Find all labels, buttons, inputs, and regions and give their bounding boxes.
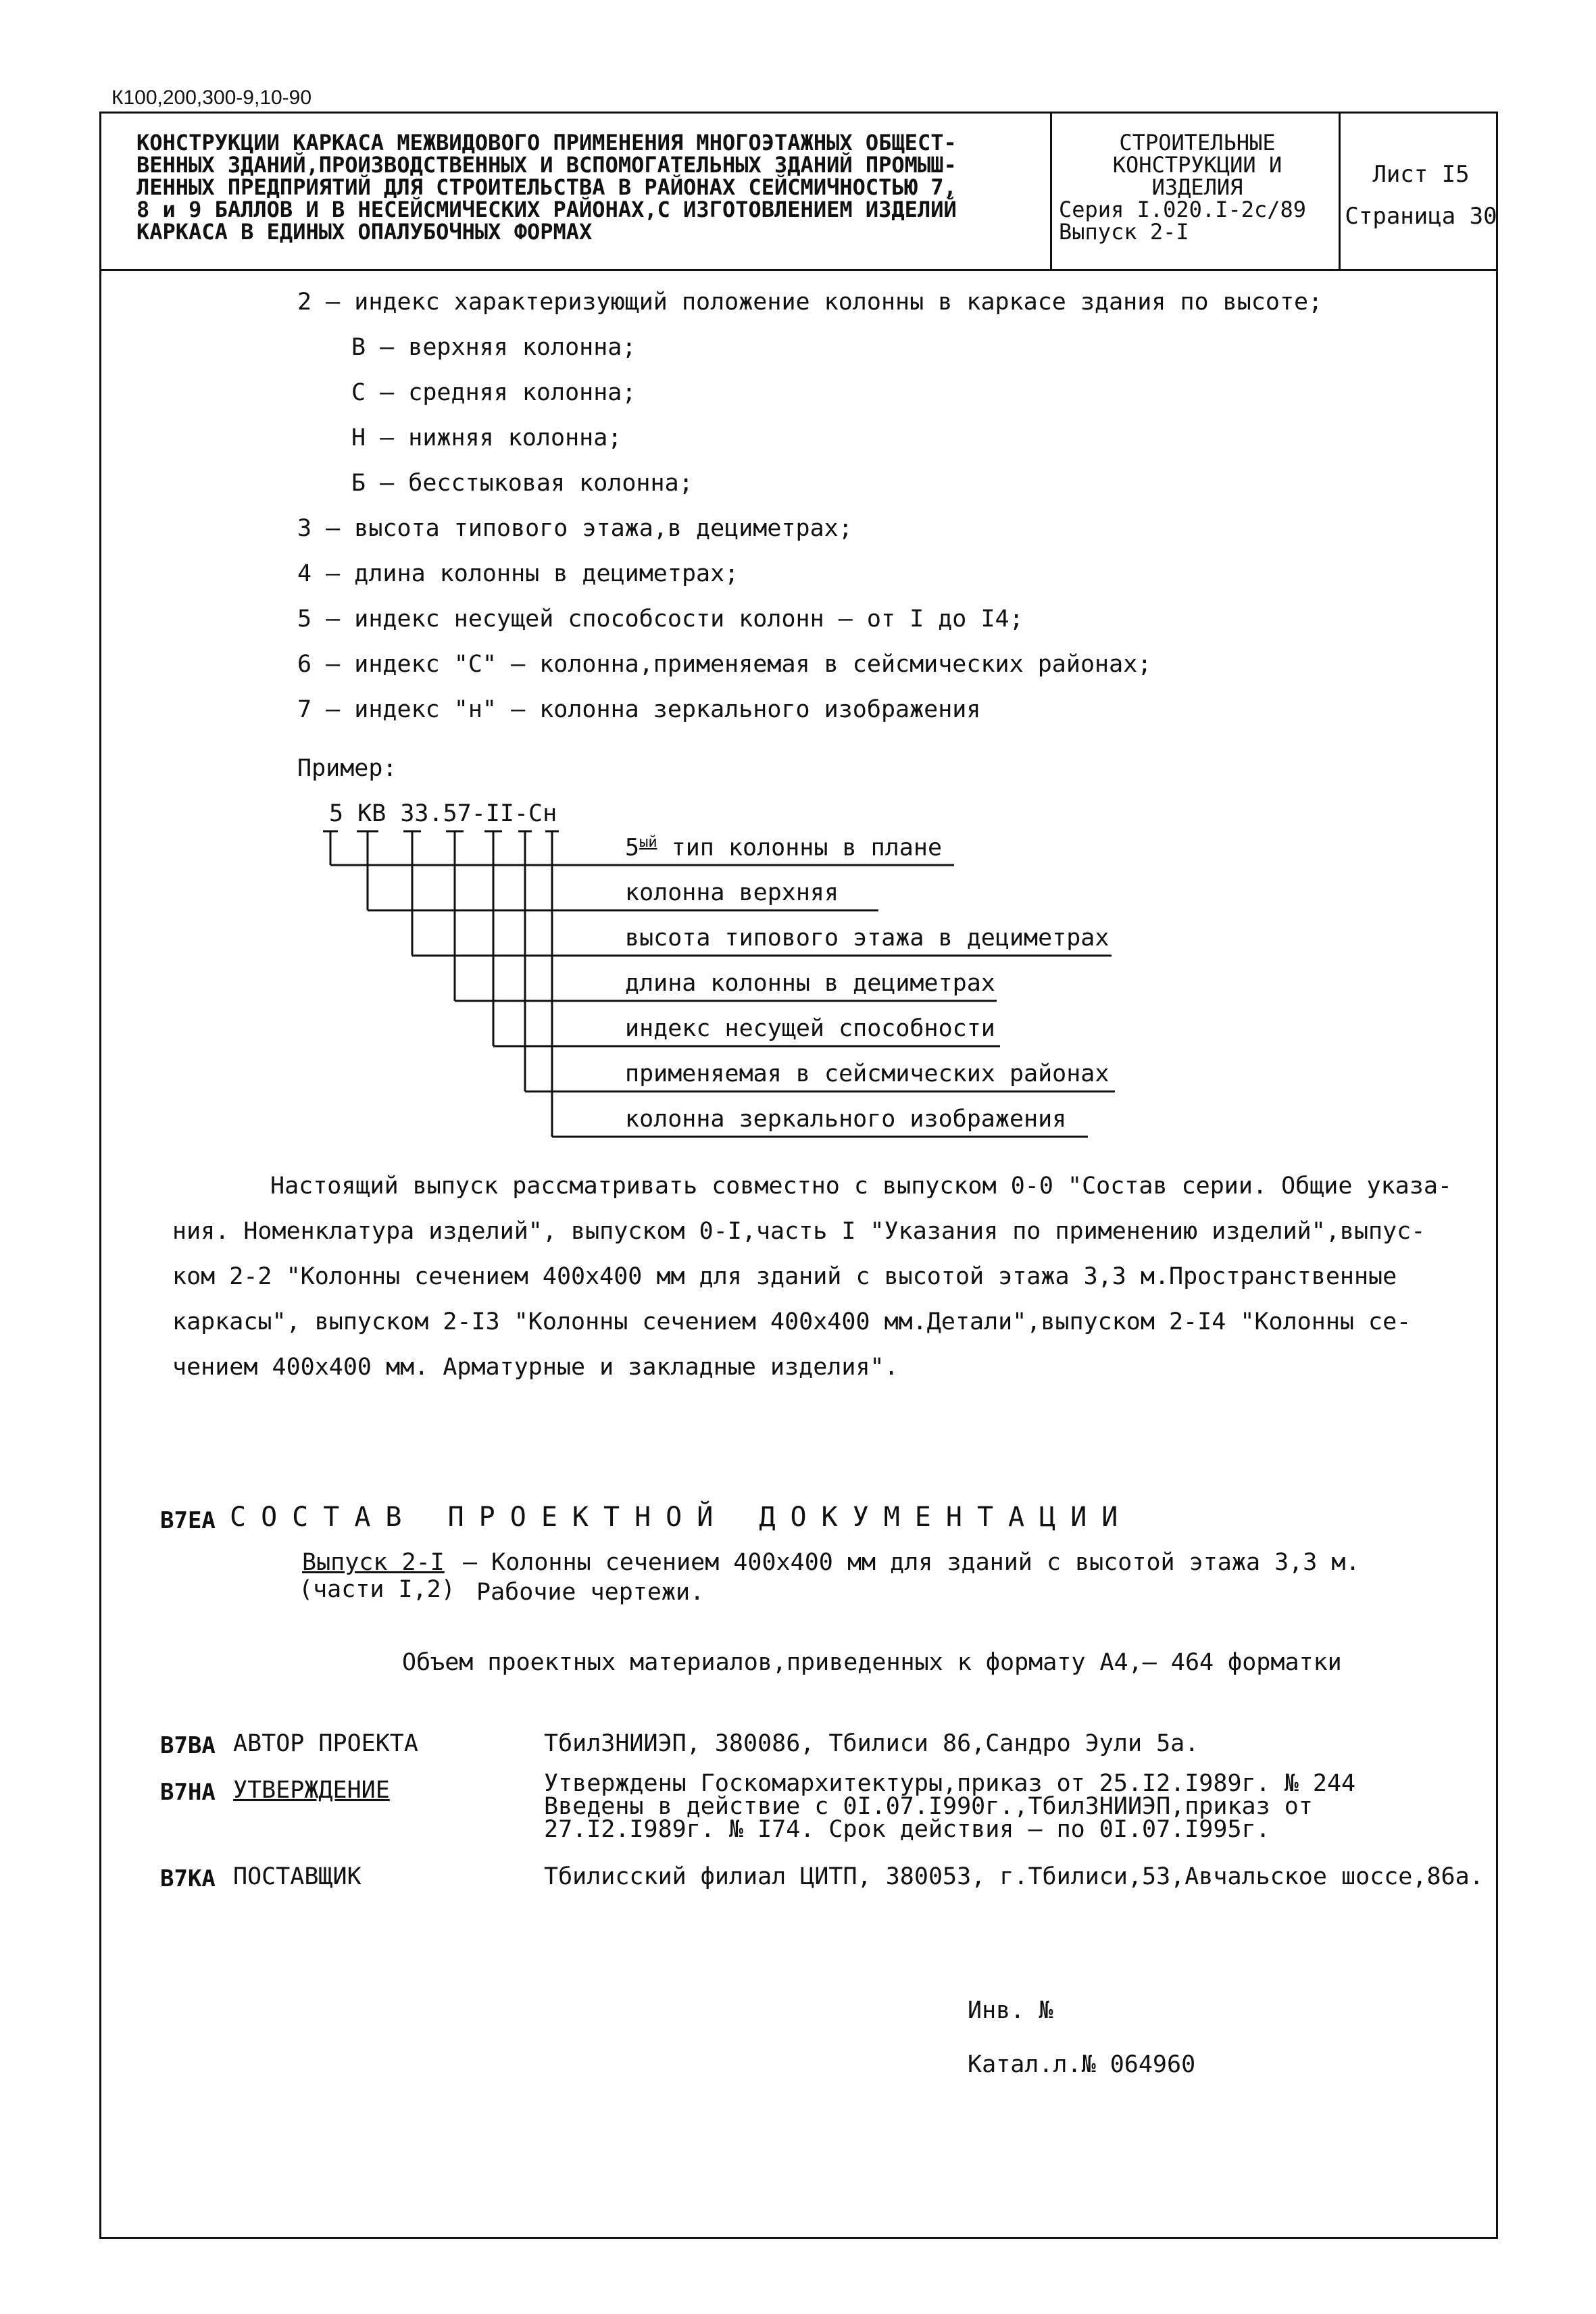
title-line: 8 и 9 БАЛЛОВ И В НЕСЕЙСМИЧЕСКИХ РАЙОНАХ,С ИЗГОТОВЛЕНИЕМ ИЗДЕЛИЙ: [136, 197, 957, 222]
legend-subitem: С – средняя колонна;: [351, 379, 637, 406]
example-item: колонна зеркального изображения: [625, 1106, 1067, 1133]
example-item-text: тип колонны в плане: [671, 834, 943, 862]
legend-item: 6 – индекс "С" – колонна,применяемая в сейсмических районах;: [297, 651, 1152, 678]
catalog-number: Катал.л.№ 064960: [968, 2051, 1196, 2078]
category-line: КОНСТРУКЦИИ И: [1112, 152, 1282, 178]
approval-code: В7НА: [160, 1779, 216, 1806]
approval-line: 27.I2.I989г. № I74. Срок действия – по 0I.07.I995г.: [544, 1816, 1270, 1843]
volume-note: Объем проектных материалов,приведенных к формату А4,– 464 форматки: [402, 1649, 1342, 1676]
paragraph-line: Настоящий выпуск рассматривать совместно с выпуском 0-0 "Состав серии. Общие указа-: [270, 1173, 1452, 1200]
issue-description-continued: Рабочие чертежи.: [476, 1579, 705, 1606]
legend-item: 4 – длина колонны в дециметрах;: [297, 560, 739, 587]
approval-line: Введены в действие с 0I.07.I990г.,ТбилЗНИИЭП,приказ от: [544, 1793, 1313, 1820]
inventory-number: Инв. №: [968, 1997, 1053, 2024]
legend-item: 3 – высота типового этажа,в дециметрах;: [297, 515, 853, 542]
category-line: ИЗДЕЛИЯ: [1151, 174, 1243, 200]
example-item: высота типового этажа в дециметрах: [625, 925, 1109, 952]
paragraph-line: ния. Номенклатура изделий", выпуском 0-I,часть I "Указания по применению изделий",выпус-: [172, 1218, 1426, 1245]
title-line: ВЕННЫХ ЗДАНИЙ,ПРОИЗВОДСТВЕННЫХ И ВСПОМОГАТЕЛЬНЫХ ЗДАНИЙ ПРОМЫШ-: [136, 152, 957, 178]
approval-line: Утверждены Госкомархитектуры,приказ от 25.I2.I989г. № 244: [544, 1770, 1356, 1797]
issue-label: Выпуск 2-I: [302, 1549, 445, 1576]
example-item: [625, 834, 942, 862]
series-number: Серия I.020.I-2с/89: [1059, 197, 1307, 222]
page-number: Страница 30: [1345, 203, 1497, 230]
issue-parts: (части I,2): [299, 1576, 455, 1603]
composition-code: В7ЕА: [160, 1507, 216, 1534]
example-item: колонна верхняя: [625, 879, 839, 906]
example-item: длина колонны в дециметрах: [625, 970, 995, 997]
issue-number: Выпуск 2-I: [1059, 219, 1189, 245]
supplier-label: ПОСТАВЩИК: [233, 1863, 361, 1890]
legend-subitem: Н – нижняя колонна;: [351, 424, 622, 451]
document-reference: К100,200,300-9,10-90: [111, 87, 312, 109]
supplier-text: Тбилисский филиал ЦИТП, 380053, г.Тбилиси,53,Авчальское шоссе,86а.: [544, 1863, 1484, 1890]
author-label: АВТОР ПРОЕКТА: [233, 1730, 418, 1757]
sheet-number: Лист I5: [1372, 161, 1470, 188]
paragraph-line: каркасы", выпуском 2-I3 "Колонны сечением 400х400 мм.Детали",выпуском 2-I4 "Колонны се-: [172, 1308, 1412, 1335]
approval-label: УТВЕРЖДЕНИЕ: [233, 1777, 390, 1804]
approval-text: [544, 1772, 1355, 1841]
composition-heading: СОСТАВ ПРОЕКТНОЙ ДОКУМЕНТАЦИИ: [230, 1502, 1133, 1533]
example-item: применяемая в сейсмических районах: [625, 1060, 1109, 1087]
legend-item: 2 – индекс характеризующий положение колонны в каркасе здания по высоте;: [297, 289, 1323, 316]
author-text: ТбилЗНИИЭП, 380086, Тбилиси 86,Сандро Эули 5а.: [544, 1730, 1199, 1757]
title-line: КОНСТРУКЦИИ КАРКАСА МЕЖВИДОВОГО ПРИМЕНЕНИЯ МНОГОЭТАЖНЫХ ОБЩЕСТ-: [136, 130, 957, 155]
example-item-prefix: 5: [625, 834, 640, 862]
example-label: Пример:: [297, 755, 397, 782]
legend-item: 5 – индекс несущей способсости колонн – от I до I4;: [297, 606, 1024, 633]
paragraph-line: ком 2-2 "Колонны сечением 400х400 мм для зданий с высотой этажа 3,3 м.Пространственные: [172, 1263, 1397, 1290]
title-line: ЛЕННЫХ ПРЕДПРИЯТИЙ ДЛЯ СТРОИТЕЛЬСТВА В РАЙОНАХ СЕЙСМИЧНОСТЬЮ 7,: [136, 174, 957, 200]
title-line: КАРКАСА В ЕДИНЫХ ОПАЛУБОЧНЫХ ФОРМАХ: [136, 219, 593, 245]
supplier-code: В7КА: [160, 1865, 216, 1892]
paragraph-line: чением 400х400 мм. Арматурные и закладные изделия".: [172, 1354, 899, 1381]
legend-item: 7 – индекс "н" – колонна зеркального изображения: [297, 696, 981, 723]
issue-description: – Колонны сечением 400х400 мм для зданий с высотой этажа 3,3 м.: [463, 1549, 1360, 1576]
example-code: 5 КВ 33.57-II-Сн: [329, 800, 557, 827]
author-code: В7ВА: [160, 1732, 216, 1759]
example-item-superscript: ый: [639, 834, 657, 851]
example-item: индекс несущей способности: [625, 1015, 995, 1042]
legend-subitem: Б – бесстыковая колонна;: [351, 470, 693, 497]
legend-subitem: В – верхняя колонна;: [351, 334, 637, 361]
category-line: СТРОИТЕЛЬНЫЕ: [1119, 130, 1276, 155]
